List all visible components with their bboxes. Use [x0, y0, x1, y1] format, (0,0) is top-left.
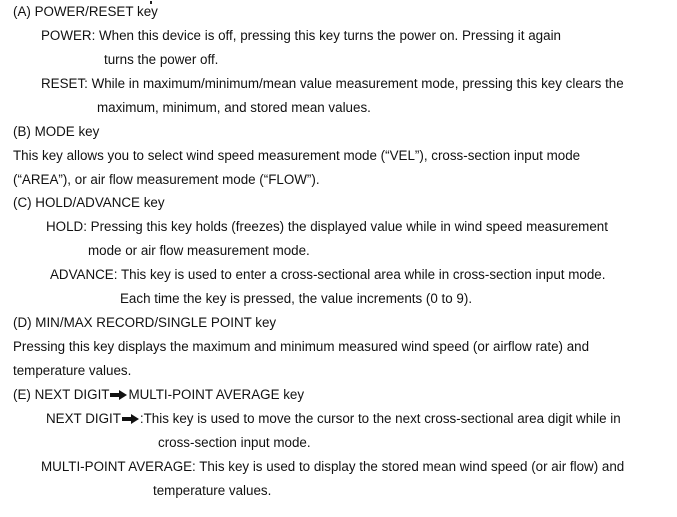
section-a-power-line1: POWER: When this device is off, pressing this key turns the power on. Pressing it again: [41, 28, 561, 43]
section-e-multi-line1: MULTI-POINT AVERAGE: This key is used to display the stored mean wind speed (or air flow) and: [41, 459, 625, 474]
section-a-reset-line2: maximum, minimum, and stored mean values.: [97, 100, 371, 115]
section-e-next-text: :This key is used to move the cursor to the next cross-sectional area digit while in: [139, 411, 621, 426]
section-e-heading-part1: (E) NEXT DIGIT: [13, 387, 110, 402]
section-d-text-line2: temperature values.: [13, 363, 132, 378]
section-c-advance-line1: ADVANCE: This key is used to enter a cross-sectional area while in cross-section input mode.: [50, 267, 606, 282]
section-a-power-line2: turns the power off.: [104, 52, 219, 67]
section-a-reset-line1: RESET: While in maximum/minimum/mean value measurement mode, pressing this key clears the: [41, 76, 624, 91]
section-a-heading: (A) POWER/RESET key: [13, 4, 158, 19]
section-b-text-line2: (“AREA”), or air flow measurement mode (“FLOW”).: [13, 172, 320, 187]
section-e-heading-part2: MULTI-POINT AVERAGE key: [128, 387, 305, 402]
section-b-text-line1: This key allows you to select wind speed measurement mode (“VEL”), cross-section input mode: [13, 148, 581, 163]
section-d-heading: (D) MIN/MAX RECORD/SINGLE POINT key: [13, 315, 277, 330]
right-arrow-icon: [122, 414, 139, 424]
section-c-heading: (C) HOLD/ADVANCE key: [13, 195, 165, 210]
section-c-advance-line2: Each time the key is pressed, the value increments (0 to 9).: [120, 291, 473, 306]
section-e-next-label: NEXT DIGIT: [46, 411, 121, 426]
section-d-text-line1: Pressing this key displays the maximum and minimum measured wind speed (or airflow rate) and: [13, 339, 590, 354]
section-b-heading: (B) MODE key: [13, 124, 100, 139]
section-e-multi-line2: temperature values.: [153, 483, 272, 498]
right-arrow-icon: [110, 390, 127, 400]
section-e-next-line2: cross-section input mode.: [158, 435, 311, 450]
section-e-heading: [13, 386, 304, 404]
section-c-hold-line2: mode or air flow measurement mode.: [88, 243, 310, 258]
section-c-hold-line1: HOLD: Pressing this key holds (freezes) the displayed value while in wind speed measurement: [46, 219, 608, 234]
section-e-next-line1: [46, 410, 621, 428]
